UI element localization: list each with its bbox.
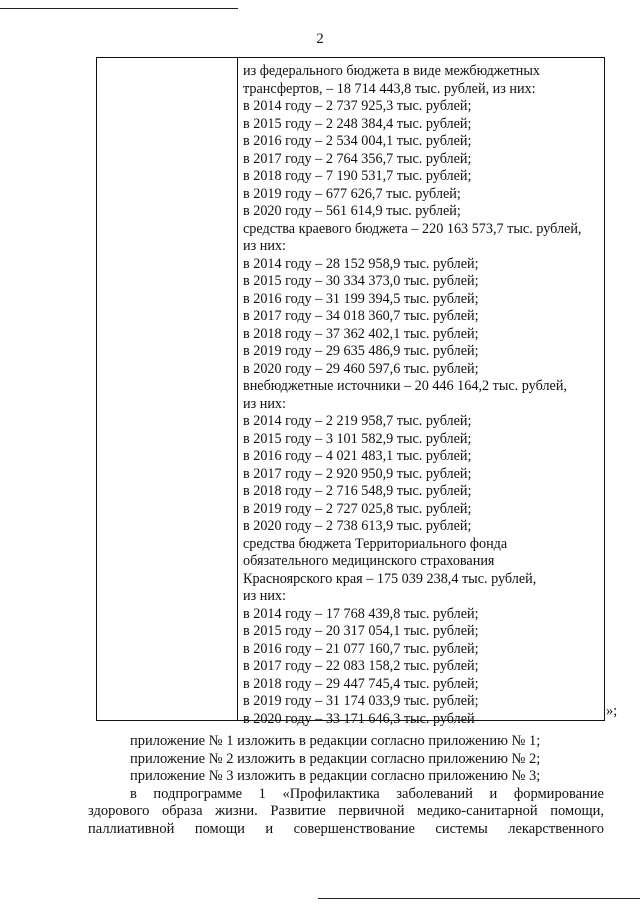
footer-rule (318, 898, 640, 899)
closing-quote: »; (606, 703, 618, 719)
amendments-text (88, 733, 604, 838)
page-number: 2 (316, 31, 324, 47)
table-line: в 2014 году – 17 768 439,8 тыс. рублей; (243, 605, 479, 622)
table-line: из федерального бюджета в виде межбюджетных (243, 63, 541, 79)
table-line: в 2014 году – 2 219 958,7 тыс. рублей; (243, 413, 472, 429)
table-line: из них: (243, 395, 286, 412)
table-line: в 2020 году – 2 738 613,9 тыс. рублей; (243, 518, 472, 534)
table-line: в 2018 году – 2 716 548,9 тыс. рублей; (243, 483, 472, 499)
table-line: в 2017 году – 2 920 950,9 тыс. рублей; (243, 465, 472, 482)
table-line: в 2017 году – 34 018 360,7 тыс. рублей; (243, 308, 479, 324)
table-line: в 2019 году – 2 727 025,8 тыс. рублей; (243, 500, 472, 517)
table-line: в 2018 году – 7 190 531,7 тыс. рублей; (243, 168, 472, 184)
table-line: в 2020 году – 33 171 646,3 тыс. рублей (243, 710, 475, 727)
table-line: средства краевого бюджета – 220 163 573,7 тыс. рублей, (243, 220, 582, 237)
table-line: в 2017 году – 22 083 158,2 тыс. рублей; (243, 658, 479, 674)
table-line: в 2019 году – 677 626,7 тыс. рублей; (243, 185, 461, 202)
table-line: из них: (243, 238, 286, 254)
table-line: в 2018 году – 29 447 745,4 тыс. рублей; (243, 675, 479, 692)
subprogram-line-3: паллиативной помощи и совершенствование системы лекарственного (88, 820, 604, 837)
table-line: трансфертов, – 18 714 443,8 тыс. рублей, из них: (243, 80, 536, 97)
appendix-2-line: приложение № 2 изложить в редакции согласно приложению № 2; (130, 750, 541, 767)
table-line: в 2016 году – 21 077 160,7 тыс. рублей; (243, 640, 479, 657)
table-line: из них: (243, 588, 286, 604)
table-line: в 2020 году – 561 614,9 тыс. рублей; (243, 203, 461, 219)
header-rule (0, 8, 238, 9)
funding-table (96, 57, 605, 727)
table-line: средства бюджета Территориального фонда (243, 535, 508, 552)
table-line: в 2020 году – 29 460 597,6 тыс. рублей; (243, 360, 479, 377)
table-line: обязательного медицинского страхования (243, 553, 495, 569)
table-line: в 2016 году – 2 534 004,1 тыс. рублей; (243, 133, 472, 149)
table-line: в 2014 году – 28 152 958,9 тыс. рублей; (243, 255, 479, 272)
table-line: в 2016 году – 31 199 394,5 тыс. рублей; (243, 290, 479, 307)
table-line: в 2015 году – 3 101 582,9 тыс. рублей; (243, 430, 472, 447)
table-line: в 2015 году – 20 317 054,1 тыс. рублей; (243, 623, 479, 639)
subprogram-line-2: здорового образа жизни. Развитие первичной медико-санитарной помощи, (88, 803, 604, 819)
subprogram-line-1: в подпрограмме 1 «Профилактика заболеваний и формирование (130, 785, 604, 802)
table-line: в 2017 году – 2 764 356,7 тыс. рублей; (243, 150, 472, 167)
table-line: в 2019 году – 31 174 033,9 тыс. рублей; (243, 693, 479, 709)
table-line: в 2018 году – 37 362 402,1 тыс. рублей; (243, 325, 479, 342)
funding-cell (243, 63, 601, 728)
table-line: в 2015 году – 30 334 373,0 тыс. рублей; (243, 273, 479, 289)
appendix-3-line: приложение № 3 изложить в редакции согласно приложению № 3; (130, 768, 541, 784)
table-line: в 2015 году – 2 248 384,4 тыс. рублей; (243, 115, 472, 132)
table-line: в 2014 году – 2 737 925,3 тыс. рублей; (243, 98, 472, 114)
table-column-divider (237, 58, 238, 720)
table-line: Красноярского края – 175 039 238,4 тыс. рублей, (243, 570, 537, 587)
table-line: внебюджетные источники – 20 446 164,2 тыс. рублей, (243, 378, 567, 394)
appendix-1-line: приложение № 1 изложить в редакции согласно приложению № 1; (130, 733, 541, 749)
table-line: в 2019 году – 29 635 486,9 тыс. рублей; (243, 343, 479, 359)
table-line: в 2016 году – 4 021 483,1 тыс. рублей; (243, 448, 472, 464)
